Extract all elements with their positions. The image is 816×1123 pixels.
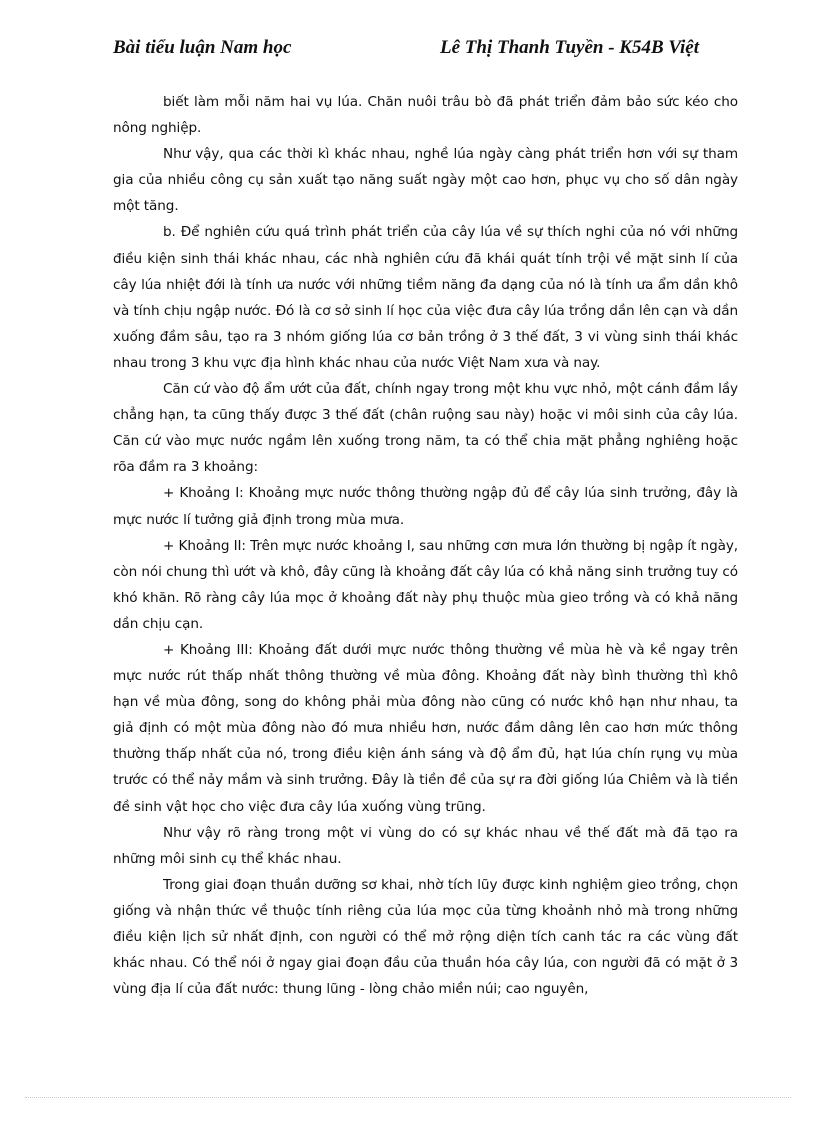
paragraph: biết làm mỗi năm hai vụ lúa. Chăn nuôi trâu bò đã phát triển đảm bảo sức kéo cho nông nghiệp. (113, 94, 738, 137)
header-author: Lê Thị Thanh Tuyền - K54B Việt (440, 37, 699, 58)
paragraph: b. Để nghiên cứu quá trình phát triển của cây lúa về sự thích nghi của nó với những điều kiện sinh thái khác nhau, các nhà nghiên cứu đã khái quát tính trội về mặt sinh lí của cây lúa nhiệt đới là tính ưa nước với những tiềm năng đa dạng của nó là tính ưa ẩm dần khô và tính chịu ngập nước. Đó là cơ sở sinh lí học của việc đưa cây lúa trồng dần lên cạn và dần xuống đầm sâu, tạo ra 3 nhóm giống lúa cơ bản trồng ở 3 thế đất, 3 vi vùng sinh thái khác nhau trong 3 khu vực địa hình khác nhau của nước Việt Nam xưa và nay. (113, 224, 738, 371)
paragraph: + Khoảng II: Trên mực nước khoảng I, sau những cơn mưa lớn thường bị ngập ít ngày, còn nói chung thì ướt và khô, đây cũng là khoảng đất cây lúa có khả năng sinh trưởng tuy có khó khăn. Rõ ràng cây lúa mọc ở khoảng đất này phụ thuộc mùa gieo trồng và có khả năng dần chịu cạn. (113, 537, 738, 632)
paragraph: Căn cứ vào độ ẩm ướt của đất, chính ngay trong một khu vực nhỏ, một cánh đầm lầy chẳng hạn, ta cũng thấy được 3 thế đất (chân ruộng sau này) hoặc vi môi sinh của cây lúa. Căn cứ vào mực nước ngầm lên xuống trong năm, ta có thể chia mặt phẳng nghiêng hoặc rõa đầm ra 3 khoảng: (113, 381, 738, 476)
header-essay-title: Bài tiểu luận Nam học (113, 37, 292, 58)
paragraph: Như vậy rõ ràng trong một vi vùng do có sự khác nhau về thế đất mà đã tạo ra những môi sinh cụ thể khác nhau. (113, 824, 738, 867)
page-header (113, 36, 713, 88)
paragraph: Như vậy, qua các thời kì khác nhau, nghề lúa ngày càng phát triển hơn với sự tham gia của nhiều công cụ sản xuất tạo năng suất ngày một cao hơn, phục vụ cho số dân ngày một tăng. (113, 146, 738, 215)
paragraph: + Khoảng I: Khoảng mực nước thông thường ngập đủ để cây lúa sinh trưởng, đây là mực nước lí tưởng giả định trong mùa mưa. (113, 485, 738, 528)
paragraph: + Khoảng III: Khoảng đất dưới mực nước thông thường về mùa hè và kề ngay trên mực nước rút thấp nhất thông thường về mùa đông. Khoảng đất này bình thường thì khô hạn về mùa đông, song do không phải mùa đông nào cũng có nước khô hạn như nhau, ta giả định có một mùa đông nào đó mưa nhiều hơn, nước đầm dâng lên cao hơn mức thông thường thấp nhất của nó, trong điều kiện ánh sáng và độ ẩm đủ, hạt lúa chín rụng vụ mùa trước có thể nảy mầm và sinh trưởng. Đây là tiền đề của sự ra đời giống lúa Chiêm và là tiền đề sinh vật học cho việc đưa cây lúa xuống vùng trũng. (113, 641, 738, 815)
document-body (113, 89, 738, 1002)
paragraph: Trong giai đoạn thuần dưỡng sơ khai, nhờ tích lũy được kinh nghiệm gieo trồng, chọn giống và nhận thức về thuộc tính riêng của lúa mọc của từng khoảnh nhỏ mà trong những điều kiện lịch sử nhất định, con người có thể mở rộng diện tích canh tác ra các vùng đất khác nhau. Có thể nói ở ngay giai đoạn đầu của thuần hóa cây lúa, con người đã có mặt ở 3 vùng địa lí của đất nước: thung lũng - lòng chảo miền núi; cao nguyên, (113, 876, 738, 998)
footer-divider (25, 1097, 791, 1098)
